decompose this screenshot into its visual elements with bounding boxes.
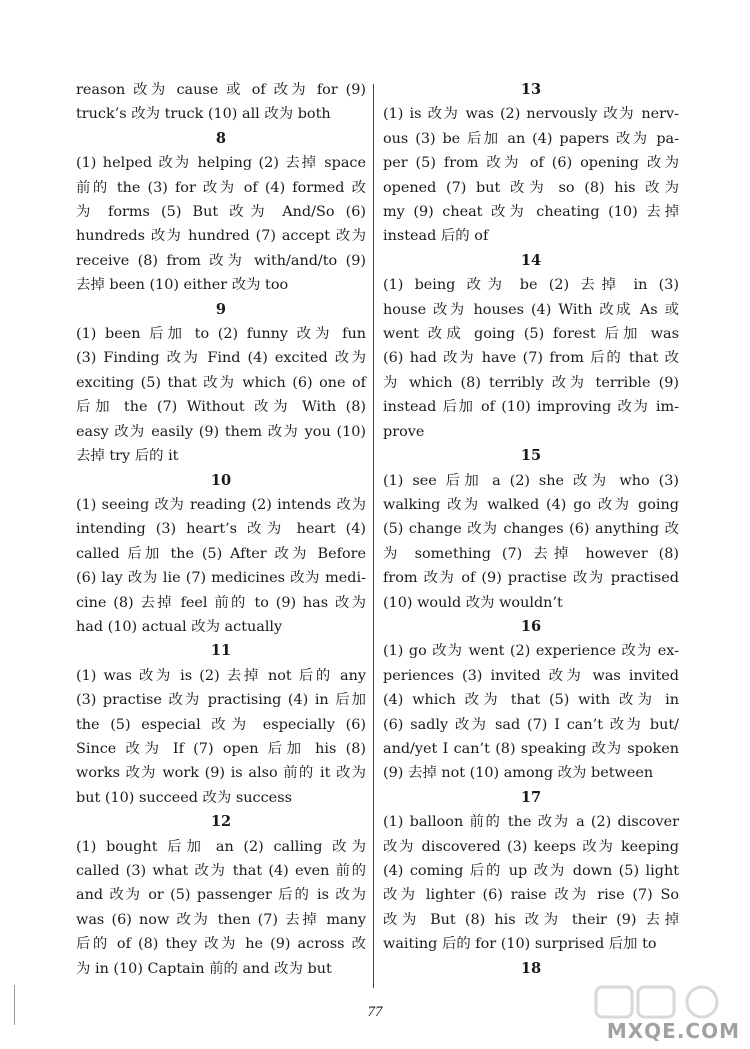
answer-section (383, 78, 679, 249)
answer-line: (3) Finding 改为 Find (4) excited 改为 (76, 350, 366, 367)
answer-line: (1) helped 改为 helping (2) 去掉 space (76, 155, 366, 172)
answer-line: (4) coming 后的 up 改为 down (5) light (383, 863, 679, 879)
answer-line: truck’s 改为 truck (10) all 改为 both (76, 106, 331, 123)
section-number: 11 (210, 642, 232, 660)
answer-line: (1) seeing 改为 reading (2) intends 改为 (76, 496, 366, 513)
answer-line: (1) see 后加 a (2) she 改为 who (3) (383, 472, 679, 489)
answer-line: instead 后加 of (10) improving 改为 im- (383, 399, 679, 416)
section-number: 15 (520, 447, 542, 465)
answer-line: walking 改为 walked (4) go 改为 going (383, 496, 679, 513)
answer-line: house 改为 houses (4) With 改成 As 或 (383, 301, 679, 318)
answer-line: easy 改为 easily (9) them 改为 you (10) (76, 423, 366, 440)
answer-line: (6) had 改为 have (7) from 后的 that 改 (383, 350, 679, 367)
answer-line: (3) practise 改为 practising (4) in 后加 (76, 692, 366, 709)
answer-line: instead 后的 of (383, 228, 489, 245)
answer-line: (1) is 改为 was (2) nervously 改为 nerv- (383, 106, 679, 123)
answer-line: per (5) from 改为 of (6) opening 改为 (383, 155, 679, 172)
answer-section (383, 786, 679, 957)
answer-section (383, 249, 679, 444)
answer-line: (1) balloon 前的 the 改为 a (2) discover (383, 814, 679, 831)
section-number: 10 (210, 471, 232, 489)
answer-line: (1) was 改为 is (2) 去掉 not 后的 any (76, 667, 366, 684)
right-column (383, 78, 679, 981)
answer-line: my (9) cheat 改为 cheating (10) 去掉 (383, 204, 679, 221)
answer-line: reason 改为 cause 或 of 改为 for (9) (76, 82, 366, 98)
section-number: 16 (520, 617, 542, 635)
answer-line: prove (383, 423, 425, 440)
answer-line: and/yet I can’t (8) speaking 改为 spoken (383, 740, 679, 757)
answer-line: (1) being 改为 be (2) 去掉 in (3) (383, 277, 679, 294)
answer-line: hundreds 改为 hundred (7) accept 改为 (76, 228, 366, 245)
answer-line: 改为 discovered (3) keeps 改为 keeping (383, 838, 679, 855)
answer-line: but (10) succeed 改为 success (76, 789, 292, 806)
watermark-text: MXQE.COM (606, 1019, 740, 1043)
answer-section (383, 444, 679, 615)
answer-line: (6) sadly 改为 sad (7) I can’t 改为 but/ (383, 716, 679, 733)
answer-section (383, 615, 679, 786)
answer-section (383, 957, 679, 981)
answer-line: waiting 后的 for (10) surprised 后加 to (383, 936, 657, 953)
answer-line: Since 改为 If (7) open 后加 his (8) (76, 740, 366, 757)
answer-section (76, 78, 366, 127)
answer-line: ous (3) be 后加 an (4) papers 改为 pa- (383, 130, 679, 147)
answer-line: (5) change 改为 changes (6) anything 改 (383, 521, 679, 538)
answer-line: (1) go 改为 went (2) experience 改为 ex- (383, 643, 679, 660)
answer-line: (6) lay 改为 lie (7) medicines 改为 medi- (76, 570, 366, 587)
answer-line: had (10) actual 改为 actually (76, 618, 283, 635)
answer-line: 为 which (8) terribly 改为 terrible (9) (383, 374, 679, 391)
answer-section (76, 298, 366, 469)
answer-line: 后加 the (7) Without 改为 With (8) (76, 399, 366, 416)
answer-line: 前的 the (3) for 改为 of (4) formed 改 (76, 179, 366, 196)
answer-line: 改为 But (8) his 改为 their (9) 去掉 (383, 911, 679, 928)
section-number: 12 (210, 813, 232, 831)
page-number: 77 (367, 1004, 383, 1020)
answer-line: 为 something (7) 去掉 however (8) (383, 545, 679, 562)
answer-line: periences (3) invited 改为 was invited (383, 667, 679, 684)
answer-line: (4) which 改为 that (5) with 改为 in (383, 692, 679, 709)
answer-line: called (3) what 改为 that (4) even 前的 (76, 863, 366, 879)
answer-line: was (6) now 改为 then (7) 去掉 many (76, 911, 366, 928)
answer-line: intending (3) heart’s 改为 heart (4) (76, 521, 366, 538)
answer-line: and 改为 or (5) passenger 后的 is 改为 (76, 887, 366, 904)
answer-line: (1) bought 后加 an (2) calling 改为 (76, 838, 366, 855)
answer-line: 改为 lighter (6) raise 改为 rise (7) So (383, 887, 679, 904)
answer-section (76, 810, 366, 981)
section-number: 18 (520, 959, 542, 977)
answer-line: receive (8) from 改为 with/and/to (9) (76, 252, 366, 269)
answer-line: 去掉 try 后的 it (76, 448, 179, 465)
answer-line: works 改为 work (9) is also 前的 it 改为 (76, 765, 366, 782)
answer-line: exciting (5) that 改为 which (6) one of (76, 374, 366, 391)
column-divider (373, 84, 374, 988)
left-column (76, 78, 366, 981)
answer-section (76, 639, 366, 810)
answer-line: called 后加 the (5) After 改为 Before (76, 545, 366, 562)
answer-line: 后的 of (8) they 改为 he (9) across 改 (76, 936, 366, 953)
answer-line: 为 in (10) Captain 前的 and 改为 but (76, 960, 332, 977)
section-number: 14 (520, 251, 542, 269)
answer-section (76, 127, 366, 298)
answer-line: the (5) especial 改为 especially (6) (76, 716, 366, 733)
answer-line: 去掉 been (10) either 改为 too (76, 277, 289, 294)
answer-line: (10) would 改为 wouldn’t (383, 594, 563, 611)
section-number: 13 (520, 81, 542, 98)
answer-line: opened (7) but 改为 so (8) his 改为 (383, 179, 679, 196)
section-number: 9 (215, 300, 227, 318)
section-number: 17 (520, 788, 542, 806)
answer-line: from 改为 of (9) practise 改为 practised (383, 570, 679, 587)
answer-line: 为 forms (5) But 改为 And/So (6) (76, 204, 366, 221)
answer-line: went 改成 going (5) forest 后加 was (383, 326, 679, 343)
answer-section (76, 469, 366, 640)
section-number: 8 (215, 129, 227, 147)
answer-line: cine (8) 去掉 feel 前的 to (9) has 改为 (76, 594, 366, 611)
answer-line: (1) been 后加 to (2) funny 改为 fun (76, 326, 366, 343)
answer-line: (9) 去掉 not (10) among 改为 between (383, 765, 654, 782)
